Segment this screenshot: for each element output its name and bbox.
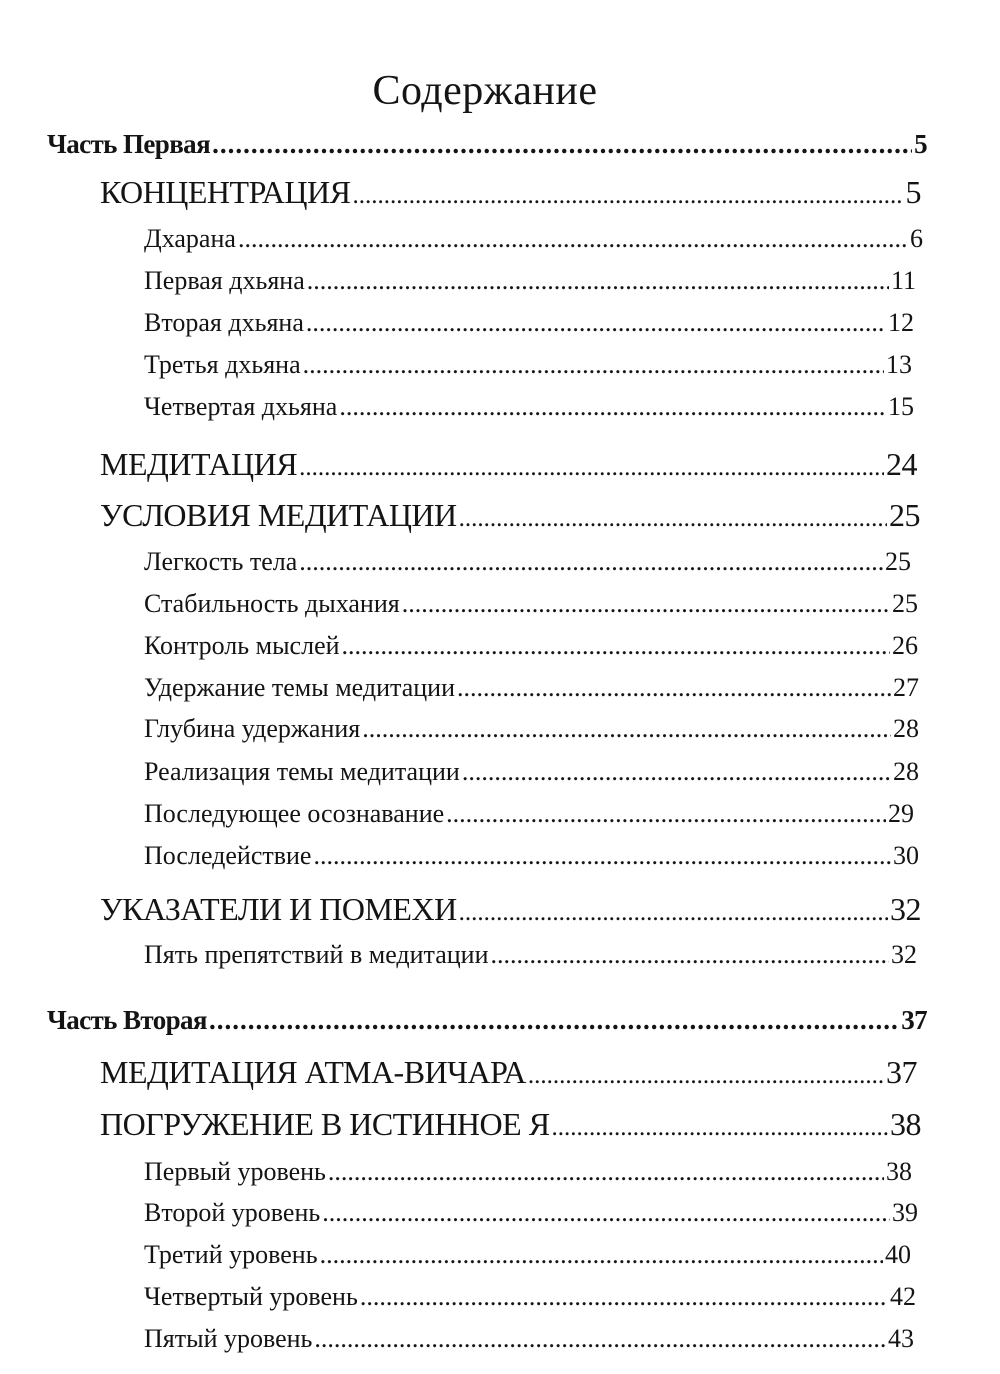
dot-leader [339,390,886,424]
toc-entry-label: Стабильность дыхания [144,589,400,618]
dot-leader [299,448,884,488]
toc-entry-page-number: 5 [905,174,921,210]
dot-leader [313,839,891,873]
dot-leader [352,176,903,216]
toc-entry-section[interactable] [144,306,914,340]
toc-entry-section[interactable] [144,264,916,298]
toc-entry-chapter[interactable] [100,1052,917,1096]
toc-entry-page-number: 25 [885,547,911,576]
toc-entry-page-number: 30 [893,841,919,870]
toc-entry-chapter[interactable] [100,495,920,539]
dot-leader [209,1002,899,1038]
toc-entry-label: Последующее осознавание [144,799,445,828]
toc-entry-label: УСЛОВИЯ МЕДИТАЦИИ [100,497,457,533]
toc-entry-label: Контроль мыслей [144,631,340,660]
toc-entry-section[interactable] [144,629,918,663]
toc-entry-section[interactable] [144,938,917,972]
dot-leader [303,348,884,382]
dot-leader [459,893,888,933]
toc-entry-label: Удержание темы медитации [144,673,455,702]
toc-entry-page-number: 24 [886,446,917,482]
toc-entry-section[interactable] [144,1280,916,1314]
toc-entry-page-number: 27 [893,673,919,702]
toc-entry-page-number: 25 [892,589,918,618]
toc-entry-section[interactable] [144,1155,912,1189]
page-title: Содержание [372,68,598,114]
toc-entry-label: МЕДИТАЦИЯ [100,446,298,482]
dot-leader [306,306,886,340]
dot-leader [446,797,886,831]
toc-entry-page-number: 43 [888,1324,914,1353]
dot-leader [320,1238,883,1272]
dot-leader [528,1056,884,1096]
toc-entry-label: Второй уровень [144,1198,321,1227]
toc-entry-section[interactable] [144,1322,914,1356]
dot-leader [322,1196,890,1230]
toc-entry-page-number: 26 [892,631,918,660]
dot-leader [299,545,883,579]
toc-entry-label: Вторая дхьяна [144,308,304,337]
dot-leader [491,938,890,972]
dot-leader [328,1155,884,1189]
dot-leader [552,1108,888,1148]
dot-leader [457,671,891,705]
toc-entry-page-number: 37 [886,1054,917,1090]
toc-entry-section[interactable] [144,545,911,579]
toc-entry-label: Четвертая дхьяна [144,392,338,421]
toc-entry-page-number: 6 [910,224,923,253]
dot-leader [462,755,891,789]
toc-entry-chapter[interactable] [100,1104,921,1148]
toc-entry-section[interactable] [144,755,919,789]
toc-entry-label: Реализация темы медитации [144,757,460,786]
toc-entry-label: Последействие [144,841,312,870]
toc-entry-label: Третья дхьяна [144,350,301,379]
dot-leader [307,264,889,298]
dot-leader [360,1280,888,1314]
toc-entry-page-number: 25 [889,497,920,533]
toc-entry-label: Третий уровень [144,1240,318,1269]
toc-entry-page-number: 39 [892,1198,918,1227]
toc-entry-label: Часть Первая [47,129,211,159]
dot-leader [402,587,890,621]
toc-entry-page-number: 12 [888,308,914,337]
toc-entry-page-number: 38 [886,1157,912,1186]
dot-leader [212,126,912,162]
toc-entry-label: Дхарана [144,224,236,253]
toc-entry-page-number: 29 [888,799,914,828]
toc-entry-label: ПОГРУЖЕНИЕ В ИСТИННОЕ Я [100,1106,550,1142]
toc-entry-page-number: 32 [891,940,917,969]
dot-leader [362,712,891,746]
toc-entry-page-number: 28 [893,714,919,743]
toc-entry-chapter[interactable] [100,172,921,216]
toc-entry-page-number: 15 [888,392,914,421]
dot-leader [238,222,908,256]
toc-entry-page-number: 32 [890,891,921,927]
toc-entry-section[interactable] [144,712,919,746]
toc-entry-page-number: 28 [893,757,919,786]
toc-entry-label: Глубина удержания [144,714,361,743]
toc-entry-label: Первый уровень [144,1157,326,1186]
toc-entry-section[interactable] [144,797,914,831]
toc-entry-page-number: 11 [890,266,916,295]
toc-entry-section[interactable] [144,1238,911,1272]
dot-leader [459,499,887,539]
dot-leader [314,1322,886,1356]
toc-entry-label: Пятый уровень [144,1324,313,1353]
toc-entry-label: Часть Вторая [47,1005,207,1035]
toc-entry-label: Четвертый уровень [144,1282,358,1311]
toc-entry-section[interactable] [144,390,914,424]
toc-entry-section[interactable] [144,671,919,705]
toc-entry-label: МЕДИТАЦИЯ АТМА-ВИЧАРА [100,1054,526,1090]
toc-entry-label: Пять препятствий в медитации [144,940,489,969]
toc-entry-page-number: 40 [885,1240,911,1269]
dot-leader [342,629,890,663]
toc-entry-chapter[interactable] [100,444,917,488]
toc-entry-label: Первая дхьяна [144,266,305,295]
toc-entry-label: Легкость тела [144,547,298,576]
toc-entry-part[interactable] [47,1002,927,1038]
toc-entry-section[interactable] [144,839,919,873]
toc-entry-section[interactable] [144,587,918,621]
toc-entry-label: КОНЦЕНТРАЦИЯ [100,174,351,210]
toc-entry-section[interactable] [144,348,912,382]
toc-entry-part[interactable] [47,126,927,162]
toc-entry-page-number: 13 [886,350,912,379]
toc-entry-label: УКАЗАТЕЛИ И ПОМЕХИ [100,891,457,927]
toc-entry-page-number: 5 [914,129,927,159]
toc-entry-page-number: 37 [901,1005,927,1035]
toc-entry-section[interactable] [144,1196,918,1230]
toc-entry-page-number: 42 [890,1282,916,1311]
toc-entry-page-number: 38 [890,1106,921,1142]
toc-entry-chapter[interactable] [100,889,921,933]
toc-entry-section[interactable] [144,222,923,256]
